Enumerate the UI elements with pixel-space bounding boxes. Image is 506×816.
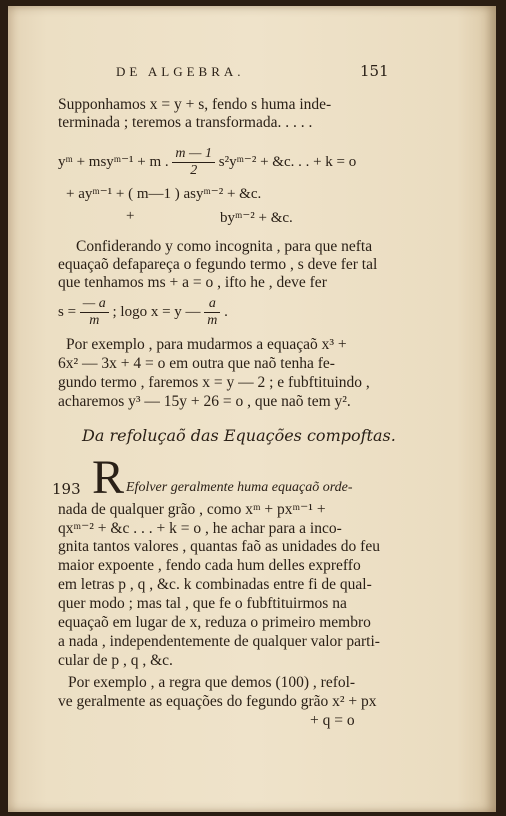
text-line: a nada , independentemente de qualquer valor parti- <box>58 633 380 650</box>
text-line: quer modo ; mas tal , que fe o fubftituirmos na <box>58 595 347 612</box>
text-line: maior expoente , fendo cada hum delles expreffo <box>58 557 361 574</box>
running-head: DE ALGEBRA. <box>116 64 245 79</box>
equation-part: s²yᵐ⁻² + &c. . . + k = o <box>218 153 357 170</box>
text-line: Supponhamos x = y + s, fendo s huma inde- <box>58 96 332 113</box>
fraction-numerator: a <box>204 296 220 313</box>
text-line: qxᵐ⁻² + &c . . . + k = o , he achar para a inco- <box>58 520 342 537</box>
equation-part: s = <box>58 303 80 320</box>
equation-line <box>58 146 356 179</box>
text-line: acharemos y³ — 15y + 26 = o , que naõ tem y². <box>58 393 351 410</box>
equation-line: + ayᵐ⁻¹ + ( m—1 ) asyᵐ⁻² + &c. <box>66 186 262 202</box>
text-line: 6x² — 3x + 4 = o em outra que naõ tenha fe- <box>58 355 335 372</box>
section-heading: Da refoluçaõ das Equações compoftas. <box>82 426 396 445</box>
book-page <box>8 6 496 812</box>
equation-part: yᵐ + msyᵐ⁻¹ + m . <box>58 153 169 170</box>
equation-line <box>58 296 228 329</box>
fraction-denominator: 2 <box>190 163 198 178</box>
text-line: gnita tantos valores , quantas faõ as unidades do feu <box>58 538 380 555</box>
fraction <box>80 296 109 329</box>
text-line: que tenhamos ms + a = o , ifto he , deve fer <box>58 274 327 291</box>
text-line: Por exemplo , para mudarmos a equaçaõ x³ + <box>66 336 347 353</box>
text-line: Efolver geralmente huma equaçaõ orde- <box>126 480 353 495</box>
fraction-numerator: — a <box>80 296 109 313</box>
equation-plus: + <box>126 208 135 224</box>
fraction-numerator: m — 1 <box>172 146 215 163</box>
fraction-denominator: m <box>207 313 218 328</box>
text-line: terminada ; teremos a transformada. . . . . <box>58 114 313 131</box>
page-number: 151 <box>360 62 389 80</box>
text-line: nada de qualquer grão , como xᵐ + pxᵐ⁻¹ + <box>58 501 326 518</box>
text-line: em letras p , q , &c. k combinadas entre fi de qual- <box>58 576 372 593</box>
article-number: 193 <box>52 480 81 498</box>
text-line: ve geralmente as equações do fegundo grão x² + px <box>58 693 377 710</box>
text-line: gundo termo , faremos x = y — 2 ; e fubftituindo , <box>58 374 370 391</box>
text-line: Confiderando y como incognita , para que nefta <box>76 238 373 255</box>
text-line: Por exemplo , a regra que demos (100) , refol- <box>68 674 356 691</box>
fraction <box>204 296 220 329</box>
drop-cap: R <box>92 451 125 504</box>
equation-part: . <box>224 303 228 320</box>
fraction <box>172 146 215 179</box>
text-line: cular de p , q , &c. <box>58 652 173 669</box>
text-line: + q = o <box>310 712 355 729</box>
equation-line: byᵐ⁻² + &c. <box>220 210 293 226</box>
equation-part: ; logo x = y — <box>112 303 205 320</box>
fraction-denominator: m <box>89 313 100 328</box>
text-line: equaçaõ em lugar de x, reduza o primeiro membro <box>58 614 371 631</box>
text-line: equaçaõ defapareça o fegundo termo , s deve fer tal <box>58 256 378 273</box>
